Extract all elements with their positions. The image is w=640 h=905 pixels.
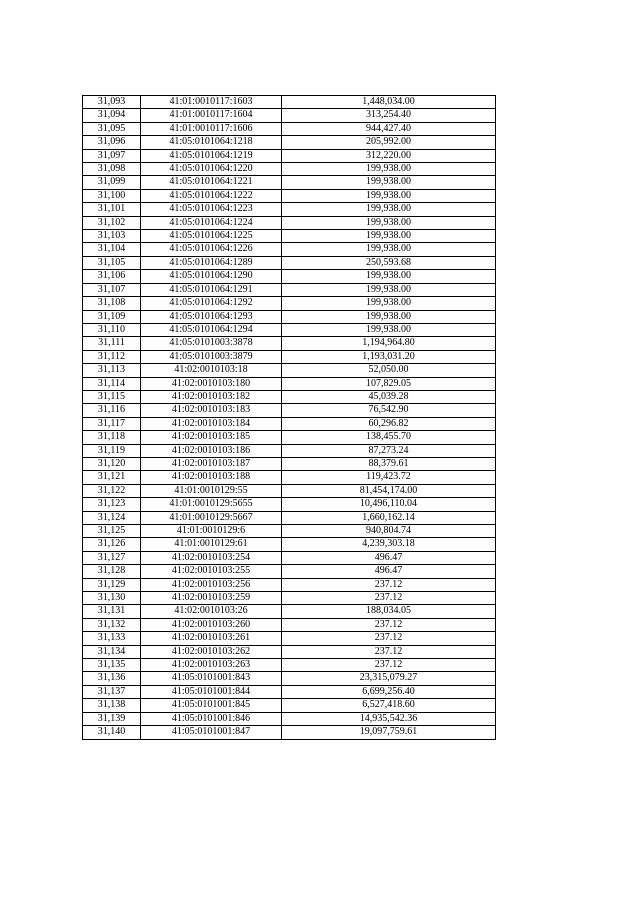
value-cell: 199,938.00 bbox=[282, 283, 496, 296]
table-row bbox=[83, 109, 496, 122]
row-number-cell: 31,128 bbox=[83, 565, 141, 578]
row-number-cell: 31,126 bbox=[83, 538, 141, 551]
cadastral-value-table bbox=[82, 95, 496, 740]
row-number-cell: 31,140 bbox=[83, 726, 141, 739]
value-cell: 205,992.00 bbox=[282, 136, 496, 149]
cadastral-number-cell: 41:01:0010129:61 bbox=[141, 538, 282, 551]
value-cell: 940,804.74 bbox=[282, 525, 496, 538]
cadastral-number-cell: 41:01:0010129:55 bbox=[141, 484, 282, 497]
value-cell: 313,254.40 bbox=[282, 109, 496, 122]
cadastral-number-cell: 41:05:0101064:1220 bbox=[141, 163, 282, 176]
cadastral-number-cell: 41:02:0010103:188 bbox=[141, 471, 282, 484]
table-row bbox=[83, 122, 496, 135]
value-cell: 199,938.00 bbox=[282, 163, 496, 176]
cadastral-number-cell: 41:02:0010103:180 bbox=[141, 377, 282, 390]
cadastral-number-cell: 41:01:0010117:1606 bbox=[141, 122, 282, 135]
cadastral-number-cell: 41:05:0101064:1289 bbox=[141, 256, 282, 269]
value-cell: 237.12 bbox=[282, 578, 496, 591]
table-row bbox=[83, 404, 496, 417]
row-number-cell: 31,121 bbox=[83, 471, 141, 484]
table-row bbox=[83, 243, 496, 256]
row-number-cell: 31,131 bbox=[83, 605, 141, 618]
value-cell: 1,194,964.80 bbox=[282, 337, 496, 350]
table-row bbox=[83, 632, 496, 645]
table-row bbox=[83, 511, 496, 524]
table-row bbox=[83, 498, 496, 511]
row-number-cell: 31,112 bbox=[83, 350, 141, 363]
cadastral-number-cell: 41:05:0101001:847 bbox=[141, 726, 282, 739]
cadastral-number-cell: 41:02:0010103:256 bbox=[141, 578, 282, 591]
value-cell: 88,379.61 bbox=[282, 457, 496, 470]
row-number-cell: 31,117 bbox=[83, 417, 141, 430]
value-cell: 1,448,034.00 bbox=[282, 96, 496, 109]
value-cell: 199,938.00 bbox=[282, 270, 496, 283]
table-row bbox=[83, 96, 496, 109]
table-row bbox=[83, 136, 496, 149]
table-row bbox=[83, 163, 496, 176]
row-number-cell: 31,124 bbox=[83, 511, 141, 524]
value-cell: 199,938.00 bbox=[282, 243, 496, 256]
row-number-cell: 31,113 bbox=[83, 364, 141, 377]
row-number-cell: 31,132 bbox=[83, 618, 141, 631]
table-row bbox=[83, 699, 496, 712]
value-cell: 496.47 bbox=[282, 551, 496, 564]
cadastral-number-cell: 41:05:0101064:1221 bbox=[141, 176, 282, 189]
cadastral-number-cell: 41:02:0010103:260 bbox=[141, 618, 282, 631]
value-cell: 237.12 bbox=[282, 645, 496, 658]
value-cell: 199,938.00 bbox=[282, 176, 496, 189]
value-cell: 107,829.05 bbox=[282, 377, 496, 390]
value-cell: 312,220.00 bbox=[282, 149, 496, 162]
cadastral-number-cell: 41:05:0101064:1225 bbox=[141, 230, 282, 243]
row-number-cell: 31,119 bbox=[83, 444, 141, 457]
table-row bbox=[83, 216, 496, 229]
cadastral-number-cell: 41:05:0101064:1292 bbox=[141, 297, 282, 310]
cadastral-number-cell: 41:02:0010103:182 bbox=[141, 390, 282, 403]
table-row bbox=[83, 270, 496, 283]
cadastral-number-cell: 41:02:0010103:18 bbox=[141, 364, 282, 377]
row-number-cell: 31,135 bbox=[83, 659, 141, 672]
row-number-cell: 31,103 bbox=[83, 230, 141, 243]
value-cell: 1,193,031.20 bbox=[282, 350, 496, 363]
cadastral-number-cell: 41:05:0101064:1223 bbox=[141, 203, 282, 216]
cadastral-number-cell: 41:05:0101064:1218 bbox=[141, 136, 282, 149]
cadastral-number-cell: 41:02:0010103:255 bbox=[141, 565, 282, 578]
cadastral-number-cell: 41:01:0010129:6 bbox=[141, 525, 282, 538]
value-cell: 119,423.72 bbox=[282, 471, 496, 484]
cadastral-number-cell: 41:05:0101001:844 bbox=[141, 685, 282, 698]
table-row bbox=[83, 592, 496, 605]
cadastral-number-cell: 41:05:0101064:1224 bbox=[141, 216, 282, 229]
value-cell: 199,938.00 bbox=[282, 216, 496, 229]
cadastral-number-cell: 41:02:0010103:184 bbox=[141, 417, 282, 430]
value-cell: 199,938.00 bbox=[282, 310, 496, 323]
document-page bbox=[82, 95, 495, 740]
cadastral-number-cell: 41:05:0101003:3878 bbox=[141, 337, 282, 350]
cadastral-number-cell: 41:05:0101064:1226 bbox=[141, 243, 282, 256]
value-cell: 19,097,759.61 bbox=[282, 726, 496, 739]
value-cell: 138,455.70 bbox=[282, 431, 496, 444]
table-row bbox=[83, 605, 496, 618]
row-number-cell: 31,093 bbox=[83, 96, 141, 109]
table-row bbox=[83, 685, 496, 698]
table-row bbox=[83, 203, 496, 216]
cadastral-number-cell: 41:05:0101064:1290 bbox=[141, 270, 282, 283]
value-cell: 237.12 bbox=[282, 592, 496, 605]
cadastral-number-cell: 41:05:0101001:846 bbox=[141, 712, 282, 725]
row-number-cell: 31,108 bbox=[83, 297, 141, 310]
value-cell: 76,542.90 bbox=[282, 404, 496, 417]
row-number-cell: 31,137 bbox=[83, 685, 141, 698]
row-number-cell: 31,098 bbox=[83, 163, 141, 176]
table-row bbox=[83, 444, 496, 457]
row-number-cell: 31,099 bbox=[83, 176, 141, 189]
row-number-cell: 31,116 bbox=[83, 404, 141, 417]
cadastral-number-cell: 41:02:0010103:183 bbox=[141, 404, 282, 417]
row-number-cell: 31,138 bbox=[83, 699, 141, 712]
table-row bbox=[83, 189, 496, 202]
value-cell: 45,039.28 bbox=[282, 390, 496, 403]
table-row bbox=[83, 417, 496, 430]
row-number-cell: 31,130 bbox=[83, 592, 141, 605]
cadastral-number-cell: 41:02:0010103:263 bbox=[141, 659, 282, 672]
table-row bbox=[83, 726, 496, 739]
row-number-cell: 31,115 bbox=[83, 390, 141, 403]
row-number-cell: 31,100 bbox=[83, 189, 141, 202]
cadastral-number-cell: 41:01:0010117:1603 bbox=[141, 96, 282, 109]
table-row bbox=[83, 377, 496, 390]
table-row bbox=[83, 659, 496, 672]
row-number-cell: 31,123 bbox=[83, 498, 141, 511]
cadastral-number-cell: 41:02:0010103:262 bbox=[141, 645, 282, 658]
table-row bbox=[83, 230, 496, 243]
cadastral-number-cell: 41:01:0010117:1604 bbox=[141, 109, 282, 122]
row-number-cell: 31,102 bbox=[83, 216, 141, 229]
cadastral-number-cell: 41:02:0010103:187 bbox=[141, 457, 282, 470]
row-number-cell: 31,107 bbox=[83, 283, 141, 296]
cadastral-number-cell: 41:02:0010103:261 bbox=[141, 632, 282, 645]
cadastral-number-cell: 41:05:0101003:3879 bbox=[141, 350, 282, 363]
value-cell: 10,496,110.04 bbox=[282, 498, 496, 511]
row-number-cell: 31,122 bbox=[83, 484, 141, 497]
table-row bbox=[83, 364, 496, 377]
table-row bbox=[83, 431, 496, 444]
row-number-cell: 31,109 bbox=[83, 310, 141, 323]
value-cell: 237.12 bbox=[282, 618, 496, 631]
cadastral-number-cell: 41:02:0010103:254 bbox=[141, 551, 282, 564]
row-number-cell: 31,139 bbox=[83, 712, 141, 725]
row-number-cell: 31,129 bbox=[83, 578, 141, 591]
value-cell: 496.47 bbox=[282, 565, 496, 578]
row-number-cell: 31,105 bbox=[83, 256, 141, 269]
row-number-cell: 31,125 bbox=[83, 525, 141, 538]
table-row bbox=[83, 390, 496, 403]
row-number-cell: 31,133 bbox=[83, 632, 141, 645]
row-number-cell: 31,120 bbox=[83, 457, 141, 470]
cadastral-number-cell: 41:05:0101001:843 bbox=[141, 672, 282, 685]
row-number-cell: 31,136 bbox=[83, 672, 141, 685]
cadastral-number-cell: 41:05:0101064:1293 bbox=[141, 310, 282, 323]
cadastral-number-cell: 41:05:0101064:1294 bbox=[141, 323, 282, 336]
value-cell: 199,938.00 bbox=[282, 189, 496, 202]
value-cell: 4,239,303.18 bbox=[282, 538, 496, 551]
row-number-cell: 31,106 bbox=[83, 270, 141, 283]
row-number-cell: 31,097 bbox=[83, 149, 141, 162]
table-row bbox=[83, 538, 496, 551]
value-cell: 6,699,256.40 bbox=[282, 685, 496, 698]
row-number-cell: 31,094 bbox=[83, 109, 141, 122]
row-number-cell: 31,118 bbox=[83, 431, 141, 444]
value-cell: 1,660,162.14 bbox=[282, 511, 496, 524]
row-number-cell: 31,095 bbox=[83, 122, 141, 135]
table-row bbox=[83, 618, 496, 631]
table-row bbox=[83, 283, 496, 296]
value-cell: 6,527,418.60 bbox=[282, 699, 496, 712]
row-number-cell: 31,096 bbox=[83, 136, 141, 149]
table-row bbox=[83, 578, 496, 591]
value-cell: 188,034.05 bbox=[282, 605, 496, 618]
table-row bbox=[83, 176, 496, 189]
table-row bbox=[83, 310, 496, 323]
table-row bbox=[83, 350, 496, 363]
cadastral-number-cell: 41:01:0010129:5655 bbox=[141, 498, 282, 511]
table-row bbox=[83, 484, 496, 497]
cadastral-number-cell: 41:02:0010103:259 bbox=[141, 592, 282, 605]
value-cell: 944,427.40 bbox=[282, 122, 496, 135]
table-row bbox=[83, 297, 496, 310]
value-cell: 237.12 bbox=[282, 632, 496, 645]
table-row bbox=[83, 565, 496, 578]
row-number-cell: 31,127 bbox=[83, 551, 141, 564]
table-row bbox=[83, 525, 496, 538]
table-row bbox=[83, 645, 496, 658]
table-row bbox=[83, 457, 496, 470]
cadastral-number-cell: 41:02:0010103:186 bbox=[141, 444, 282, 457]
cadastral-number-cell: 41:02:0010103:26 bbox=[141, 605, 282, 618]
table-row bbox=[83, 149, 496, 162]
cadastral-number-cell: 41:05:0101001:845 bbox=[141, 699, 282, 712]
cadastral-number-cell: 41:02:0010103:185 bbox=[141, 431, 282, 444]
value-cell: 199,938.00 bbox=[282, 297, 496, 310]
cadastral-number-cell: 41:05:0101064:1222 bbox=[141, 189, 282, 202]
table-body bbox=[83, 96, 496, 740]
table-row bbox=[83, 323, 496, 336]
row-number-cell: 31,134 bbox=[83, 645, 141, 658]
value-cell: 199,938.00 bbox=[282, 323, 496, 336]
table-row bbox=[83, 551, 496, 564]
row-number-cell: 31,110 bbox=[83, 323, 141, 336]
value-cell: 81,454,174.00 bbox=[282, 484, 496, 497]
table-row bbox=[83, 337, 496, 350]
table-row bbox=[83, 471, 496, 484]
table-row bbox=[83, 712, 496, 725]
value-cell: 23,315,079.27 bbox=[282, 672, 496, 685]
row-number-cell: 31,111 bbox=[83, 337, 141, 350]
value-cell: 250,593.68 bbox=[282, 256, 496, 269]
cadastral-number-cell: 41:05:0101064:1291 bbox=[141, 283, 282, 296]
value-cell: 60,296.82 bbox=[282, 417, 496, 430]
row-number-cell: 31,104 bbox=[83, 243, 141, 256]
row-number-cell: 31,114 bbox=[83, 377, 141, 390]
cadastral-number-cell: 41:05:0101064:1219 bbox=[141, 149, 282, 162]
value-cell: 199,938.00 bbox=[282, 203, 496, 216]
table-row bbox=[83, 672, 496, 685]
value-cell: 87,273.24 bbox=[282, 444, 496, 457]
cadastral-number-cell: 41:01:0010129:5667 bbox=[141, 511, 282, 524]
row-number-cell: 31,101 bbox=[83, 203, 141, 216]
table-row bbox=[83, 256, 496, 269]
value-cell: 14,935,542.36 bbox=[282, 712, 496, 725]
value-cell: 237.12 bbox=[282, 659, 496, 672]
value-cell: 199,938.00 bbox=[282, 230, 496, 243]
value-cell: 52,050.00 bbox=[282, 364, 496, 377]
